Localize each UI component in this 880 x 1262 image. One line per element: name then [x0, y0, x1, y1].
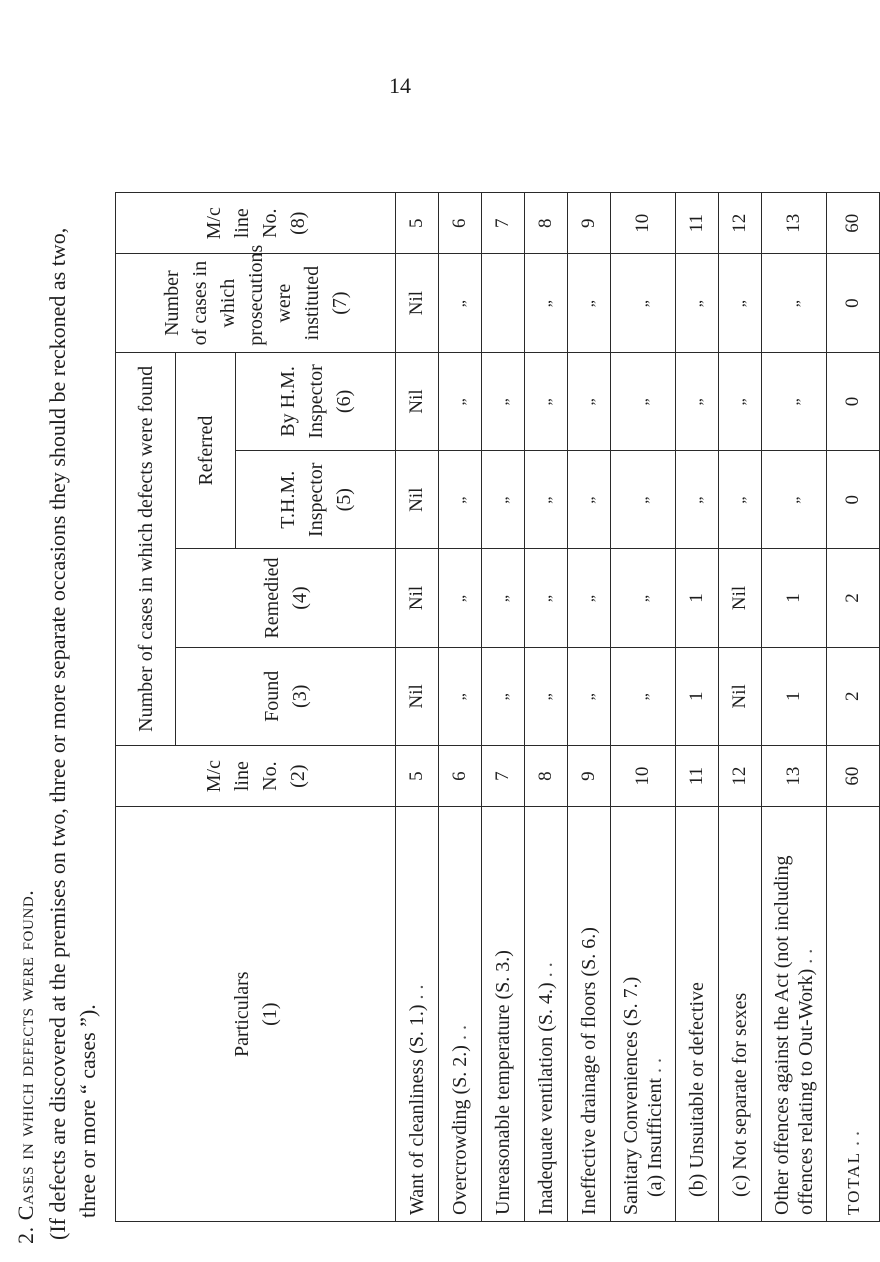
- row-hm: „: [611, 352, 676, 450]
- table-row: [482, 193, 525, 1222]
- row-line-right: 5: [396, 193, 439, 254]
- row-particulars: [482, 807, 525, 1222]
- header-line-left: [116, 745, 396, 806]
- header-found: [176, 647, 396, 745]
- table-row: [439, 193, 482, 1222]
- row-remedied: 1: [762, 549, 827, 647]
- row-remedied: „: [568, 549, 611, 647]
- header-thm-col: (5): [332, 488, 355, 512]
- header-particulars-label: Particulars: [230, 971, 253, 1057]
- row-found: 2: [827, 647, 880, 745]
- table-row: [611, 193, 676, 1222]
- row-hm: „: [676, 352, 719, 450]
- row-line-left: 11: [676, 745, 719, 806]
- rotated-table-page: [0, 140, 864, 1262]
- particulars-text: Ineffective drainage of floors (S. 6.): [578, 927, 600, 1215]
- section-title: 2. Cases in which defects were found.: [13, 889, 38, 1244]
- table-row-total: [827, 193, 880, 1222]
- row-line-right: 10: [611, 193, 676, 254]
- row-found: 1: [676, 647, 719, 745]
- row-line-right: 7: [482, 193, 525, 254]
- header-line-right-col: (8): [286, 211, 309, 235]
- row-prosecutions: 0: [827, 254, 880, 352]
- row-hm: „: [525, 352, 568, 450]
- header-line-left-col: (2): [286, 764, 309, 788]
- row-found: „: [482, 647, 525, 745]
- leader-dots: . .: [644, 1057, 666, 1073]
- row-prosecutions: [482, 254, 525, 352]
- row-particulars: [719, 807, 762, 1222]
- particulars-text: Want of cleanliness (S. 1.): [406, 1004, 428, 1215]
- header-prosecutions: [116, 244, 396, 352]
- row-particulars: [611, 807, 676, 1222]
- header-hm-col: (6): [332, 389, 355, 414]
- row-remedied: Nil: [396, 549, 439, 647]
- row-line-left: 6: [439, 745, 482, 806]
- row-line-right: 8: [525, 193, 568, 254]
- header-prosecutions-col: (7): [328, 291, 351, 315]
- particulars-text: (b) Unsuitable or defective: [686, 982, 708, 1197]
- row-thm: „: [611, 451, 676, 549]
- header-hm-inspector: [236, 352, 396, 450]
- header-thm-label: T.H.M. Inspector: [276, 462, 327, 537]
- row-particulars: [439, 807, 482, 1222]
- header-remedied-col: (4): [288, 586, 311, 610]
- row-remedied: 1: [676, 549, 719, 647]
- row-prosecutions: „: [525, 254, 568, 352]
- leader-dots: . .: [795, 948, 817, 964]
- table-row: [676, 193, 719, 1222]
- total-label: TOTAL: [843, 1150, 863, 1215]
- row-prosecutions: „: [676, 254, 719, 352]
- header-hm-label: By H.M. Inspector: [276, 364, 327, 439]
- row-prosecutions: „: [568, 254, 611, 352]
- particulars-text: Overcrowding (S. 2.): [449, 1045, 471, 1215]
- header-remedied-label: Remedied: [260, 557, 283, 639]
- row-line-left: 12: [719, 745, 762, 806]
- table-row: [568, 193, 611, 1222]
- table-row: [396, 193, 439, 1222]
- row-line-left: 5: [396, 745, 439, 806]
- leader-dots: . .: [449, 1025, 471, 1041]
- row-particulars: [396, 807, 439, 1222]
- row-thm: „: [439, 451, 482, 549]
- particulars-text: (c) Not separate for sexes: [729, 992, 751, 1197]
- row-line-left: 13: [762, 745, 827, 806]
- row-thm: „: [568, 451, 611, 549]
- row-particulars: [827, 807, 880, 1222]
- header-referred: Referred: [176, 352, 236, 549]
- row-hm: „: [482, 352, 525, 450]
- row-prosecutions: „: [611, 254, 676, 352]
- table-row: [762, 193, 827, 1222]
- row-thm: „: [719, 451, 762, 549]
- row-line-right: 12: [719, 193, 762, 254]
- header-prosecutions-label: Number of cases in which prosecutions were instituted: [160, 244, 323, 346]
- row-remedied: „: [482, 549, 525, 647]
- particulars-text: Unreasonable temperature (S. 3.): [492, 950, 514, 1215]
- particulars-subtext: [643, 813, 667, 1215]
- header-remedied: [176, 549, 396, 647]
- row-thm: „: [676, 451, 719, 549]
- table-row: [525, 193, 568, 1222]
- leader-dots: . .: [841, 1130, 864, 1146]
- row-found: 1: [762, 647, 827, 745]
- row-found: Nil: [719, 647, 762, 745]
- row-thm: „: [525, 451, 568, 549]
- row-remedied: „: [611, 549, 676, 647]
- row-line-right: 6: [439, 193, 482, 254]
- row-prosecutions: „: [762, 254, 827, 352]
- header-found-label: Found: [260, 670, 283, 722]
- header-particulars-col: (1): [258, 1002, 281, 1026]
- header-number-of-cases: Number of cases in which defects were found: [116, 352, 176, 745]
- row-particulars: [568, 807, 611, 1222]
- header-line-left-label: M/c line No.: [202, 760, 281, 793]
- row-line-right: 13: [762, 193, 827, 254]
- row-particulars: [762, 807, 827, 1222]
- row-hm: „: [762, 352, 827, 450]
- row-remedied: Nil: [719, 549, 762, 647]
- row-line-left: 9: [568, 745, 611, 806]
- row-remedied: „: [525, 549, 568, 647]
- row-found: Nil: [396, 647, 439, 745]
- row-remedied: 2: [827, 549, 880, 647]
- particulars-sub-label: (a) Insufficient: [644, 1077, 666, 1197]
- header-line-right-label: M/c line No.: [202, 207, 281, 240]
- defects-table: [115, 192, 880, 1222]
- section-note-line-2: three or more “ cases ”).: [75, 1004, 100, 1218]
- leader-dots: . .: [535, 962, 557, 978]
- particulars-text: Sanitary Conveniences (S. 7.): [620, 976, 642, 1215]
- row-line-right: 11: [676, 193, 719, 254]
- row-hm: „: [719, 352, 762, 450]
- row-particulars: [525, 807, 568, 1222]
- page-number: 14: [389, 73, 411, 98]
- row-thm: Nil: [396, 451, 439, 549]
- leader-dots: . .: [406, 984, 428, 1000]
- row-prosecutions: Nil: [396, 254, 439, 352]
- row-thm: 0: [827, 451, 880, 549]
- row-line-right: 9: [568, 193, 611, 254]
- row-found: „: [525, 647, 568, 745]
- row-line-left: 7: [482, 745, 525, 806]
- particulars-text: Inadequate ventilation (S. 4.): [535, 982, 557, 1215]
- header-found-col: (3): [288, 684, 311, 708]
- row-found: „: [568, 647, 611, 745]
- row-hm: „: [568, 352, 611, 450]
- header-thm-inspector: [236, 451, 396, 549]
- row-remedied: „: [439, 549, 482, 647]
- section-note-line-1: (If defects are discovered at the premises on two, three or more separate occasions they should be reckoned as two,: [45, 227, 70, 1240]
- row-found: „: [611, 647, 676, 745]
- row-line-left: 10: [611, 745, 676, 806]
- row-prosecutions: „: [439, 254, 482, 352]
- row-particulars: [676, 807, 719, 1222]
- row-prosecutions: „: [719, 254, 762, 352]
- row-line-right: 60: [827, 193, 880, 254]
- table-row: [719, 193, 762, 1222]
- row-hm: 0: [827, 352, 880, 450]
- row-line-left: 60: [827, 745, 880, 806]
- row-hm: Nil: [396, 352, 439, 450]
- header-particulars: [116, 807, 396, 1222]
- row-hm: „: [439, 352, 482, 450]
- row-thm: „: [482, 451, 525, 549]
- row-found: „: [439, 647, 482, 745]
- row-thm: „: [762, 451, 827, 549]
- particulars-text: Other offences against the Act (not including offences relating to Out-Work): [771, 855, 817, 1215]
- row-line-left: 8: [525, 745, 568, 806]
